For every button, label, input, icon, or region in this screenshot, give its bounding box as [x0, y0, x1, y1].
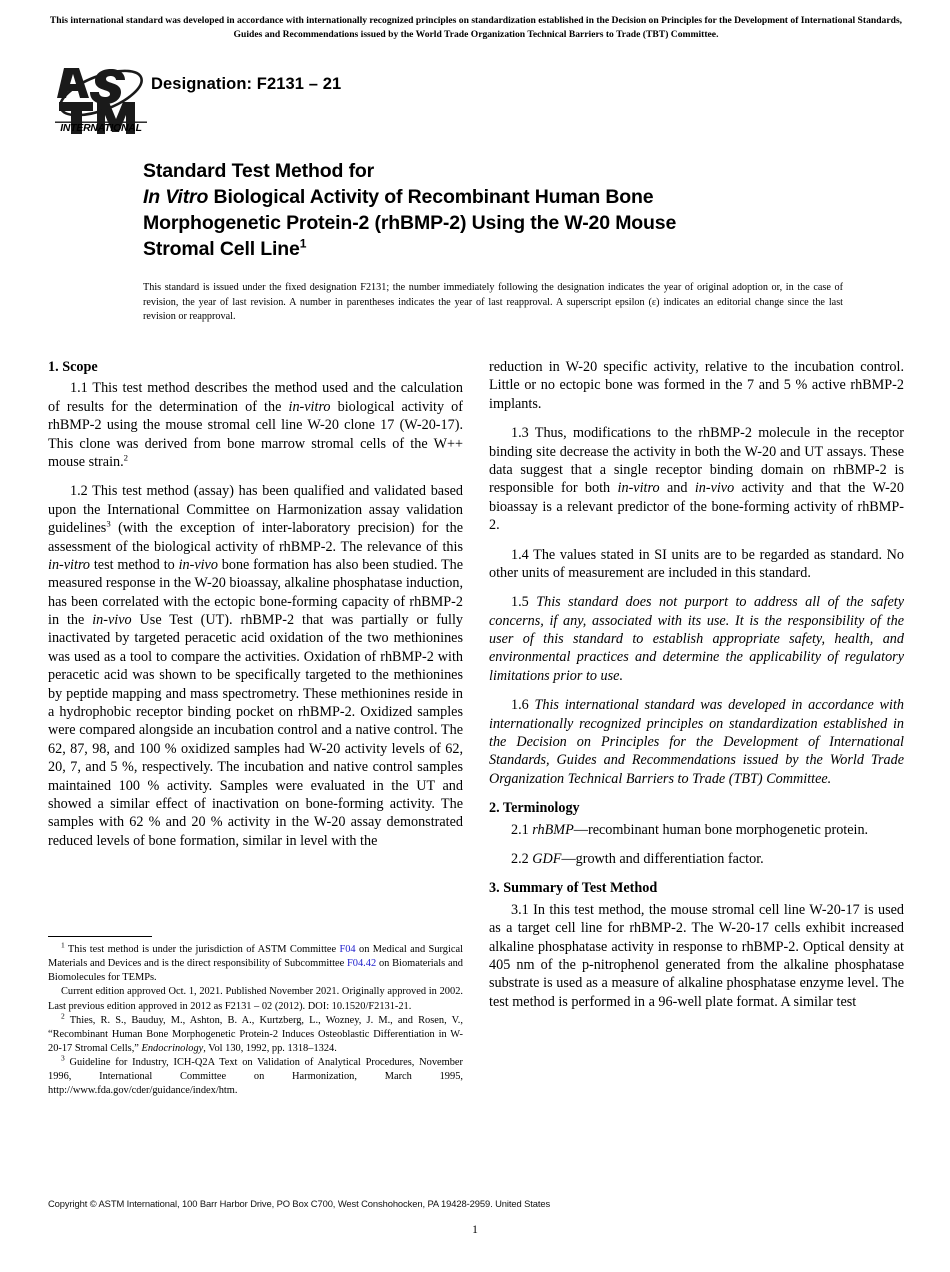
- p-2-1-term: rhBMP: [532, 821, 574, 838]
- footnote-2-marker: 2: [61, 1011, 65, 1021]
- copyright-notice: Copyright © ASTM International, 100 Barr Harbor Drive, PO Box C700, West Conshohocken, PA 19428-2959. United States: [48, 1198, 551, 1209]
- p-1-2-b: (with the exception of inter-laboratory precision) for the assessment of the biological activity of rhBMP-2. The relevance of this: [48, 520, 463, 555]
- title-line-2: [143, 184, 913, 210]
- paragraph-2-2: [489, 850, 904, 868]
- footnotes-block: [48, 936, 463, 1099]
- title-line-3: Morphogenetic Protein-2 (rhBMP-2) Using the W-20 Mouse: [143, 212, 677, 235]
- p-1-1-pre: 1.1 This test method describes the method used and the calculation of results for the determination of the: [48, 380, 463, 415]
- p-1-3-c: activity and that the W-20 bioassay is a relevant predictor of the bone-forming activity of rhBMP-2.: [489, 480, 904, 534]
- p-1-2-footnote-marker: 3: [106, 518, 111, 529]
- p-1-3-b: and: [659, 480, 695, 497]
- astm-logo-subtitle: INTERNATIONAL: [60, 123, 142, 134]
- footnote-2-journal: Endocrinology: [141, 1042, 204, 1054]
- p-2-2-definition: —growth and differentiation factor.: [561, 850, 764, 867]
- paragraph-1-3: [489, 424, 904, 534]
- tbt-header-note: This international standard was developed in accordance with internationally recognized principles on standardization established in the Decision on Principles for the Development of International Standards, Guides and Recommendations issued by the World Trade Organization Technical Barriers to Trade (TBT) Committee.: [49, 15, 903, 40]
- footnote-1-marker: 1: [61, 940, 65, 950]
- footnote-3-a: Guideline for Industry, ICH-Q2A Text on Validation of Analytical Procedures, November 1996, International Committee on Harmonization, March 1995, http://www.fda.gov/cder/guidance/index/htm.: [48, 1057, 463, 1097]
- paragraph-3-1: 3.1 In this test method, the mouse stromal cell line W-20-17 is used as a target cell line for rhBMP-2. The W-20-17 cells exhibit increased alkaline phosphatase activity in response to rhBMP-2. Optical density at 405 nm of the p-nitrophenol generated from the alkaline phosphatase substrate is used as a measure of alkaline phosphatase enzyme level. The test method is performed in a 96-well plate format. A similar test: [489, 901, 904, 1010]
- paragraph-1-6: [489, 696, 904, 788]
- footnote-2-b: , Vol 130, 1992, pp. 1318–1324.: [203, 1042, 337, 1054]
- p-1-3-it2: in-vivo: [694, 480, 735, 497]
- designation-label: Designation: F2131 – 21: [151, 75, 342, 93]
- footnote-2-a: Thies, R. S., Bauduy, M., Ashton, B. A., Kurtzberg, L., Wozney, J. M., and Rosen, V., “Recombinant Human Bone Morphogenetic Protein-2 Induces Osteoblastic Differentiation in W-20-17 Stromal Cells,”: [48, 1014, 463, 1054]
- astm-logo-icon: [55, 60, 147, 138]
- p-1-2-c: test method to: [90, 556, 179, 573]
- p-1-3-a: 1.3 Thus, modifications to the rhBMP-2 molecule in the receptor binding site decrease the activity in both the W-20 and UT assays. These data suggest that a single receptor binding domain on rhBMP-2 is responsible for both: [489, 425, 904, 497]
- footnote-3: [48, 1053, 463, 1098]
- footnote-edition-info: Current edition approved Oct. 1, 2021. Published November 2021. Originally approved in 2002. Last previous edition approved in 2012 as F2131 – 02 (2012). DOI: 10.1520/F2131-21.: [48, 986, 463, 1012]
- p-2-1-number: 2.1: [511, 821, 533, 838]
- paragraph-1-1: [48, 379, 463, 471]
- fixed-designation-note: This standard is issued under the fixed designation F2131; the number immediately following the designation indicates the year of original adoption or, in the case of revision, the year of last revision. A number in parentheses indicates the year of last reapproval. A superscript epsilon (ε) indicates an editorial change since the last revision or reapproval.: [143, 282, 843, 323]
- left-column: [48, 358, 463, 852]
- p-1-1-italic: in-vitro: [288, 398, 331, 415]
- p-1-5-text: This standard does not purport to address all of the safety concerns, if any, associated with its use. It is the responsibility of the user of this standard to establish appropriate safety, health, and environmental practices and determine the applicability of regulatory limitations prior to use.: [489, 594, 904, 684]
- footnote-separator-rule: [48, 936, 152, 937]
- p-1-3-it1: in-vitro: [617, 480, 660, 497]
- paragraph-1-5: [489, 593, 904, 685]
- p-1-6-text: This international standard was developed in accordance with internationally recognized principles on standardization established in the Decision on Principles for the Development of International Standards, Guides and Recommendations issued by the World Trade Organization Technical Barriers to Trade (TBT) Committee.: [489, 697, 904, 787]
- standard-title: [143, 158, 913, 263]
- section-2-heading: 2. Terminology: [489, 800, 580, 817]
- section-3-heading: 3. Summary of Test Method: [489, 880, 658, 897]
- footnote-3-marker: 3: [61, 1053, 65, 1063]
- p-1-2-it3: in-vivo: [92, 612, 132, 629]
- section-1-heading: 1. Scope: [48, 359, 98, 375]
- p-1-2-a: 1.2 This test method (assay) has been qualified and validated based upon the International Committee on Harmonization assay validation guidelines: [48, 483, 463, 537]
- footnote-1-b: on Medical and Surgical Materials and Devices and is the direct responsibility of Subcommittee: [48, 944, 463, 970]
- title-in-vitro: In Vitro: [143, 186, 209, 209]
- title-line-1: Standard Test Method for: [143, 160, 375, 182]
- paragraph-2-1: [489, 821, 904, 839]
- title-line-4-text: Stromal Cell Line: [143, 238, 300, 261]
- footnote-1-c: on Biomaterials and Biomolecules for TEMPs.: [48, 958, 464, 984]
- committee-f04-link[interactable]: F04: [339, 944, 356, 955]
- page-number: 1: [472, 1224, 478, 1236]
- p-2-2-number: 2.2: [511, 850, 533, 867]
- paragraph-1-4: 1.4 The values stated in SI units are to be regarded as standard. No other units of measurement are included in this standard.: [489, 546, 904, 581]
- paragraph-1-2: [48, 482, 463, 850]
- p-1-2-it1: in-vitro: [48, 556, 91, 573]
- title-line-4: [143, 236, 913, 262]
- p-1-5-number: 1.5: [511, 594, 537, 611]
- p-1-1-footnote-marker: 2: [123, 452, 129, 463]
- subcommittee-f0442-link[interactable]: F04.42: [347, 958, 377, 970]
- p-1-2-e: Use Test (UT). rhBMP-2 that was partially or fully inactivated by targeted peracetic acid oxidation of the two methionines was used as a tool to compare the activities. Oxidation of rhBMP-2 with peracetic acid was shown to be specifically targeted to the methionines by peptide mapping and mass spectrometry. These methionines reside in a hydrophobic receptor binding pocket on rhBMP-2. Oxidized samples were compared alongside an incubation control and a native control. The 62, 87, 98, and 100 % oxidized samples had W-20 activity levels of 62, 20, 7, and 5 %, respectively. The incubation and native control samples maintained 100 % activity. Samples were evaluated in the UT and showed a similar effect of inactivation on bone-forming activity. The samples with 62 % and 20 % activity in the W-20 assay demonstrated reduced levels of bone formation, similar in level with the: [48, 612, 463, 849]
- title-footnote-marker: 1: [299, 236, 307, 251]
- paragraph-1-2-continued: reduction in W-20 specific activity, relative to the incubation control. Little or no ectopic bone was formed in the 7 and 5 % active rhBMP-2 implants.: [489, 359, 904, 412]
- footnote-2: [48, 1011, 463, 1056]
- p-1-2-d: bone formation has also been studied. The measured response in the W-20 bioassay, alkaline phosphatase induction, has been correlated with the ectopic bone-forming capacity of rhBMP-2 in the: [48, 556, 464, 629]
- p-1-1-post: biological activity of rhBMP-2 using the mouse stromal cell line W-20 clone 17 (W-20-17). This clone was derived from bone marrow stromal cells of the W++ mouse strain.: [48, 398, 463, 470]
- p-2-2-term: GDF: [532, 850, 562, 867]
- p-1-6-number: 1.6: [511, 697, 535, 714]
- footnote-1: [48, 940, 464, 985]
- right-column: [489, 358, 904, 1013]
- p-2-1-definition: —recombinant human bone morphogenetic protein.: [573, 821, 869, 838]
- title-line-2-rest: Biological Activity of Recombinant Human Bone: [208, 186, 654, 209]
- p-1-2-it2: in-vivo: [178, 556, 218, 573]
- header-block: [55, 60, 915, 142]
- footnote-1-a: This test method is under the jurisdiction of ASTM Committee: [64, 944, 340, 955]
